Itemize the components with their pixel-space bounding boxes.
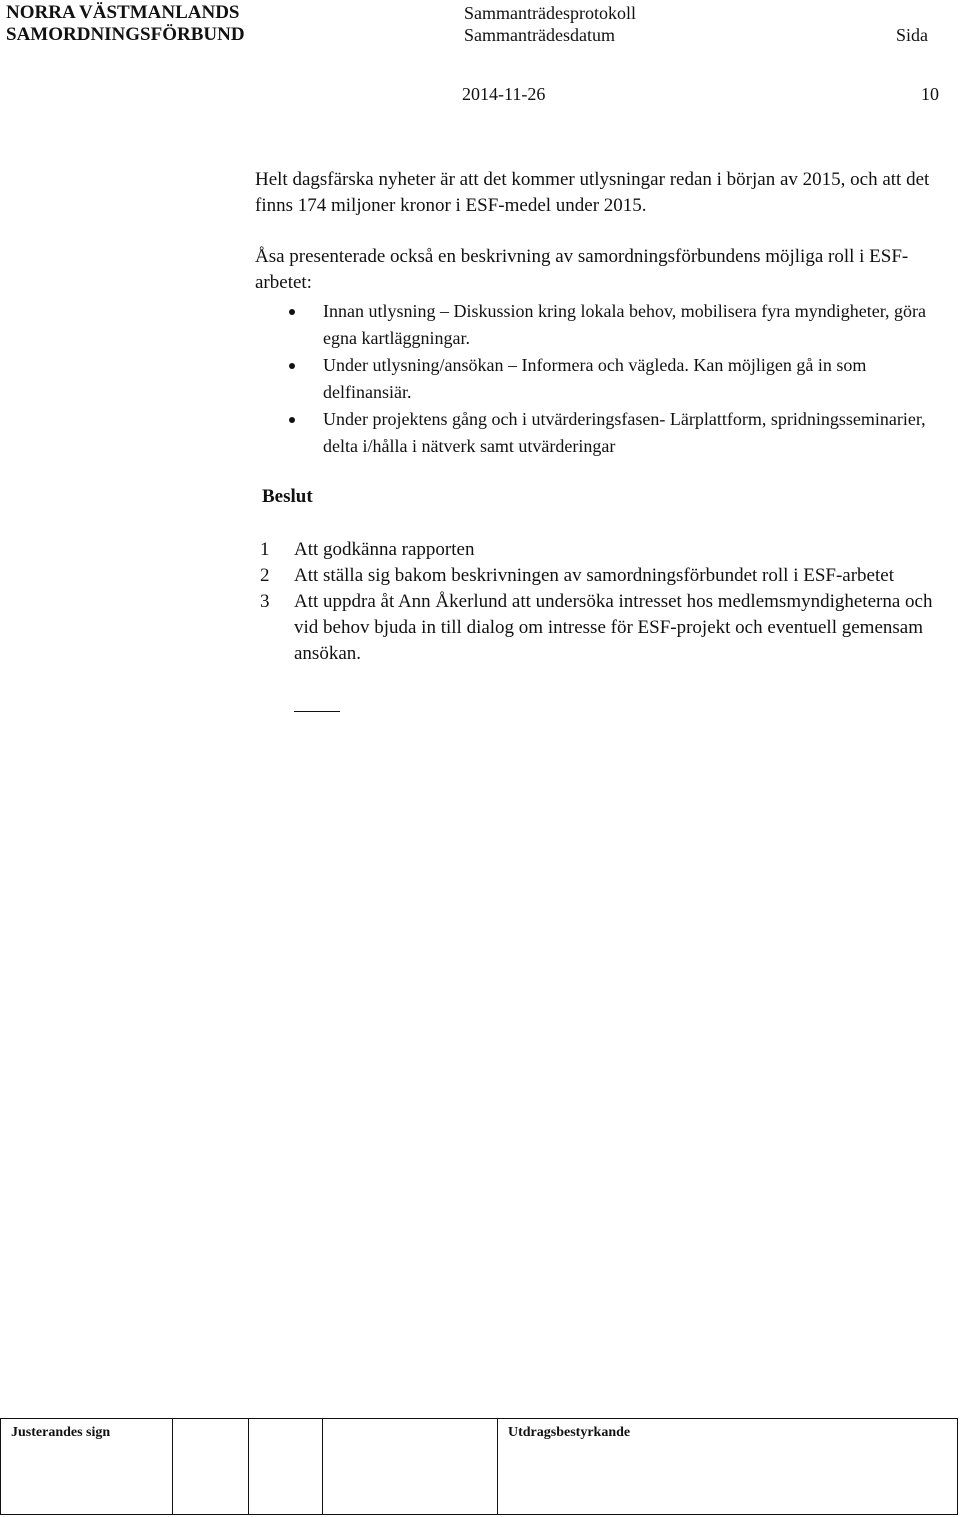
list-item: Under utlysning/ansökan – Informera och vägleda. Kan möjligen gå in som delfinansiär. <box>255 352 945 406</box>
list-item: Under projektens gång och i utvärderingsfasen- Lärplattform, spridningsseminarier, delta i/hålla i nätverk samt utvärderingar <box>255 406 945 460</box>
meeting-date: 2014-11-26 <box>462 84 546 104</box>
signature-footer <box>0 1418 958 1515</box>
bullet-icon <box>289 309 295 315</box>
org-name-line1: NORRA VÄSTMANLANDS <box>6 2 240 23</box>
org-name-line2: SAMORDNINGSFÖRBUND <box>6 24 245 45</box>
sign-box-3 <box>323 1419 498 1514</box>
page-number: 10 <box>921 84 939 104</box>
paragraph-esf-news: Helt dagsfärska nyheter är att det kommer utlysningar redan i början av 2015, och att det finns 174 miljoner kronor i ESF-medel under 2015. <box>255 169 930 216</box>
decision-list <box>258 537 948 667</box>
extract-label: Utdragsbestyrkande <box>508 1425 631 1440</box>
bullet-icon <box>289 363 295 369</box>
decision-item: 1 Att godkänna rapporten <box>260 539 475 560</box>
meeting-date-label: Sammanträdesdatum <box>464 25 615 45</box>
role-bullet-list <box>255 298 945 460</box>
document-type: Sammanträdesprotokoll <box>464 3 636 23</box>
bullet-icon <box>289 417 295 423</box>
page-label: Sida <box>896 25 929 45</box>
sign-label-cell <box>1 1419 173 1514</box>
paragraph-role-description: Åsa presenterade också en beskrivning av samordningsförbundens möjliga roll i ESF-arbetet: <box>255 246 909 293</box>
decision-heading: Beslut <box>262 486 313 507</box>
list-item: Innan utlysning – Diskussion kring lokala behov, mobilisera fyra myndigheter, göra egna kartläggningar. <box>255 298 945 352</box>
decision-item: 2 Att ställa sig bakom beskrivningen av samordningsförbundet roll i ESF-arbetet <box>260 565 894 586</box>
sign-label: Justerandes sign <box>11 1425 111 1440</box>
decision-item: 3 Att uppdra åt Ann Åkerlund att undersöka intresset hos medlemsmyndigheterna och vid behov bjuda in till dialog om intresse för ESF-projekt och eventuell gemensam ansökan. <box>260 591 933 664</box>
extract-cell <box>498 1419 958 1514</box>
end-rule <box>294 711 340 712</box>
sign-box-1 <box>173 1419 249 1514</box>
sign-box-2 <box>249 1419 323 1514</box>
